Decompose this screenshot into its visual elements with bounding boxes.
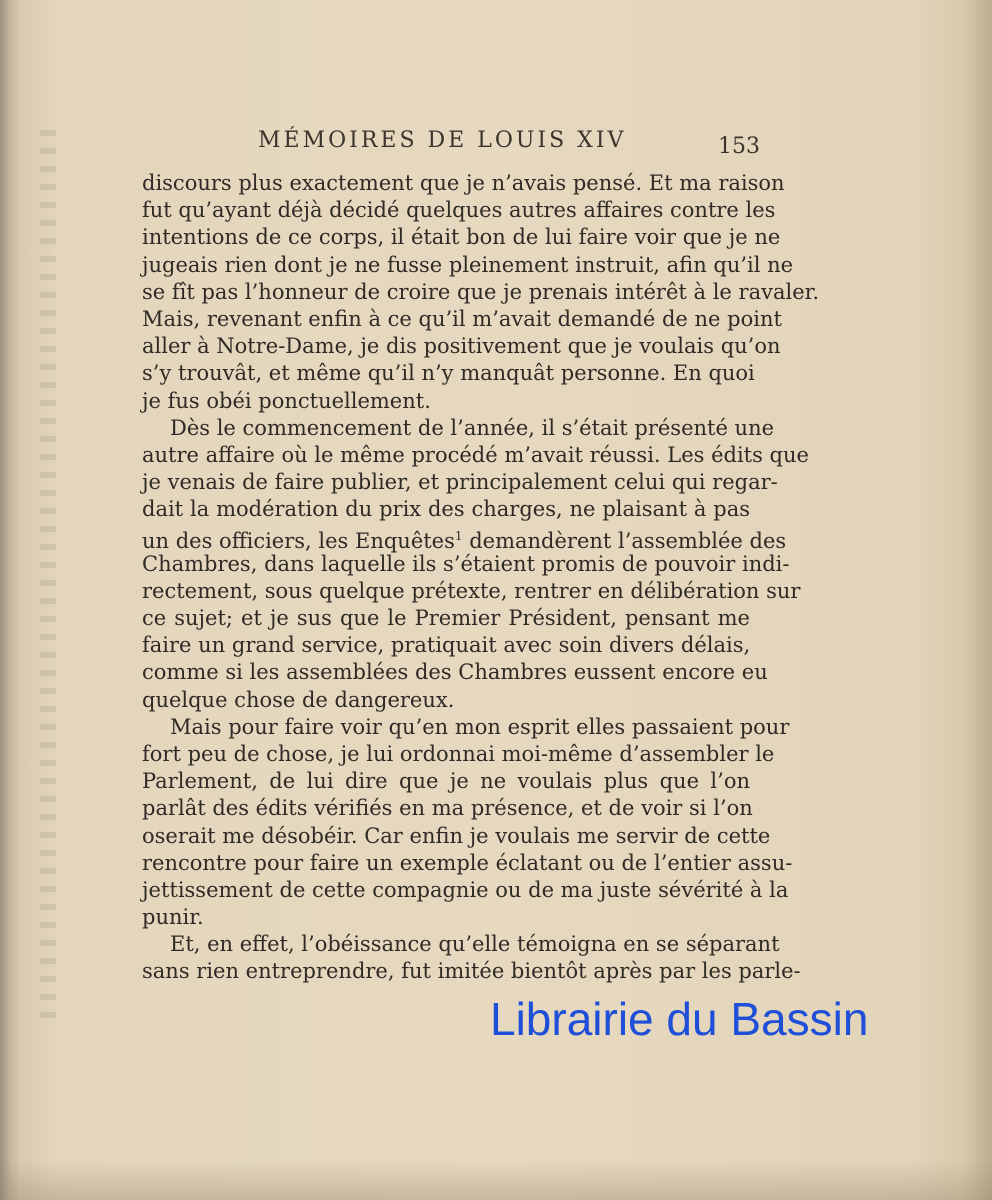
text-line: fut qu’ayant déjà décidé quelques autres affaires contre les — [142, 198, 776, 223]
text-line: Et, en effet, l’obéissance qu’elle témoigna en se séparant — [170, 932, 780, 957]
text-line: faire un grand service, pratiquait avec soin divers délais, — [142, 633, 751, 658]
text-line: punir. — [142, 905, 204, 930]
text-line: autre affaire où le même procédé m’avait réussi. Les édits que — [142, 442, 809, 467]
page-bottom-shadow — [0, 1160, 992, 1200]
text-segment: un des officiers, les Enquêtes — [142, 529, 455, 554]
text-line: jettissement de cette compagnie ou de ma juste sévérité à la — [142, 877, 789, 902]
text-line: ce sujet; et je sus que le Premier Président, pensant me — [142, 606, 750, 630]
text-line: fort peu de chose, je lui ordonnai moi-même d’assembler le — [142, 741, 775, 766]
page-gutter — [0, 0, 18, 1200]
bleed-through-text — [40, 130, 56, 1030]
page-number: 153 — [718, 134, 760, 159]
text-line: je fus obéi ponctuellement. — [142, 388, 431, 413]
text-line: rencontre pour faire un exemple éclatant ou de l’entier assu- — [142, 850, 793, 875]
text-line: sans rien entreprendre, fut imitée bientôt après par les parle- — [142, 959, 801, 984]
text-line: je venais de faire publier, et principalement celui qui regar- — [142, 470, 778, 495]
text-line: intentions de ce corps, il était bon de lui faire voir que je ne — [142, 225, 781, 250]
text-line: dait la modération du prix des charges, ne plaisant à pas — [142, 497, 750, 522]
running-head — [240, 128, 760, 164]
text-line: se fît pas l’honneur de croire que je prenais intérêt à le ravaler. — [142, 279, 820, 304]
text-line: comme si les assemblées des Chambres eussent encore eu — [142, 660, 768, 685]
text-line: s’y trouvât, et même qu’il n’y manquât personne. En quoi — [142, 361, 755, 386]
text-line: jugeais rien dont je ne fusse pleinement instruit, afin qu’il ne — [142, 252, 794, 277]
text-line: Parlement, de lui dire que je ne voulais plus que l’on — [142, 769, 750, 794]
footnote-marker: 1 — [454, 529, 463, 544]
text-line: Dès le commencement de l’année, il s’était présenté une — [170, 415, 775, 440]
text-line: parlât des édits vérifiés en ma présence, et de voir si l’on — [142, 796, 753, 821]
text-line: aller à Notre-Dame, je dis positivement que je voulais qu’on — [142, 334, 781, 359]
body-text — [142, 170, 820, 986]
page-edge-shadow — [962, 0, 992, 1200]
text-line: discours plus exactement que je n’avais pensé. Et ma raison — [142, 171, 785, 195]
text-line: quelque chose de dangereux. — [142, 687, 455, 712]
text-line: Mais pour faire voir qu’en mon esprit elles passaient pour — [170, 714, 790, 739]
text-line-with-footnote — [142, 523, 787, 554]
text-segment: demandèrent l’assemblée des — [462, 529, 787, 554]
text-line: Mais, revenant enfin à ce qu’il m’avait demandé de ne point — [142, 306, 782, 331]
text-line: Chambres, dans laquelle ils s’étaient promis de pouvoir indi- — [142, 551, 790, 576]
text-line: rectement, sous quelque prétexte, rentrer en délibération sur — [142, 578, 801, 603]
text-line: oserait me désobéir. Car enfin je voulais me servir de cette — [142, 823, 771, 848]
running-title: MÉMOIRES DE LOUIS XIV — [258, 128, 627, 153]
watermark: Librairie du Bassin — [490, 993, 869, 1045]
